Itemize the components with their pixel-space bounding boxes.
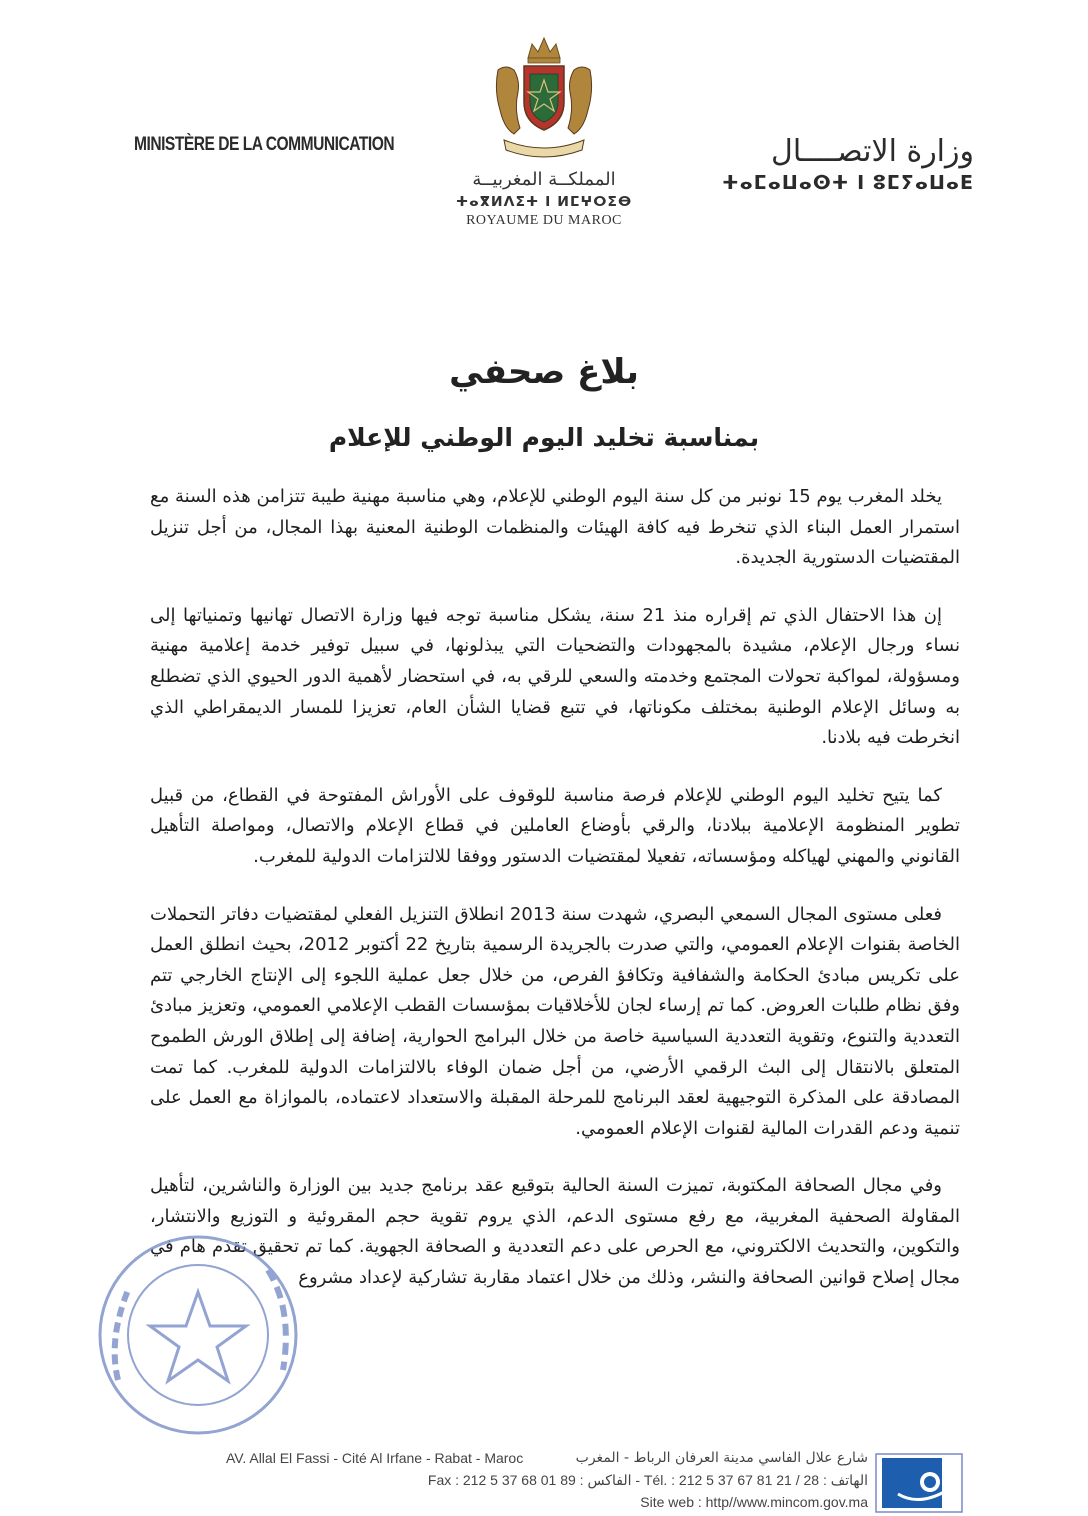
document-title: بلاغ صحفي xyxy=(449,352,639,392)
ministry-name-tifinagh: ⵜⴰⵎⴰⵡⴰⵙⵜ ⵏ ⵓⵎⵢⴰⵡⴰⴹ xyxy=(721,172,974,194)
ministry-name-fr: MINISTÈRE DE LA COMMUNICATION xyxy=(134,134,395,155)
kingdom-name-tifinagh: ⵜⴰⴳⵍⴷⵉⵜ ⵏ ⵍⵎⵖⵔⵉⴱ xyxy=(455,194,633,210)
body-paragraph-5: وفي مجال الصحافة المكتوبة، تميزت السنة الحالية بتوقيع عقد برنامج جديد بين الوزارة والناشرين، لتأهيل المقاولة الصحفية المغربية، مع رفع مستوى الدعم، الذي يروم تقوية حجم المقروئية و التوزيع والانتشار، والتكوين، والتحديث الالكتروني، مع الحرص على دعم التعددية و الصحافة الجهوية. كما تم تحقيق تقدم هام في مجال إصلاح قوانين الصحافة والنشر، وذلك من خلال اعتماد مقاربة تشاركية لإعداد مشروع xyxy=(150,1175,960,1289)
ministry-stamp-icon xyxy=(88,1230,308,1440)
body-paragraph-1: يخلد المغرب يوم 15 نونبر من كل سنة اليوم الوطني للإعلام، وهي مناسبة مهنية طيبة تتزامن هذه السنة مع استمرار العمل البناء الذي تنخرط فيه كافة الهيئات والمنظمات الوطنية المعنية بهذا المجال، من أجل تنزيل المقتضيات الدستورية الجديدة. xyxy=(150,486,960,569)
footer-website: Site web : http//www.mincom.gov.ma xyxy=(640,1494,868,1510)
ministry-logo-icon xyxy=(868,1448,970,1516)
royal-coat-of-arms-icon xyxy=(484,30,604,165)
document-body xyxy=(150,482,960,1294)
body-paragraph-4: فعلى مستوى المجال السمعي البصري، شهدت سنة 2013 انطلاق التنزيل الفعلي لمقتضيات دفاتر التحملات الخاصة بقنوات الإعلام العمومي، والتي صدرت بالجريدة الرسمية بتاريخ 22 أكتوبر 2012، بحيث انطلق العمل على تكريس مبادئ الحكامة والشفافية وتكافؤ الفرص، من خلال جعل عملية اللجوء إلى الإنتاج الخارجي تتم وفق نظام طلبات العروض. كما تم إرساء لجان للأخلاقيات بمؤسسات القطب الإعلامي العمومي، وتعزيز مبادئ التعددية والتنوع، وتقوية التعددية السياسية خاصة من خلال البرامج الحوارية، إضافة إلى إطلاق الورش الطموح المتعلق بالانتقال إلى البث الرقمي الأرضي، من أجل ضمان الوفاء بالالتزامات الدولية للمغرب. كما تمت المصادقة على المذكرة التوجيهية لعقد البرنامج للمرحلة المقبلة والاستعداد لاعتماده، بالموازاة مع العمل على تنمية ودعم القدرات المالية لقنوات الإعلام العمومي. xyxy=(150,903,961,1139)
body-paragraph-2: إن هذا الاحتفال الذي تم إقراره منذ 21 سنة، يشكل مناسبة توجه فيها وزارة الاتصال تهانيها وتمنياتها إلى نساء ورجال الإعلام، مشيدة بالمجهودات والتضحيات التي يبذلونها، في سبيل توفير خدمة إعلامية مهنية ومسؤولة، لمواكبة تحولات المجتمع وخدمته والسعي للرقي به، في استحضار لأهمية الدور الحيوي الذي تضطلع به وسائل الإعلام الوطنية بمختلف مكوناتها، في تتبع قضايا الشأن العام، تعزيزا للمسار الديمقراطي الذي انخرطت فيه بلادنا. xyxy=(150,604,960,749)
kingdom-name-block xyxy=(430,168,658,230)
kingdom-name-ar: المملكــة المغربيــة xyxy=(472,169,616,190)
ministry-name-block xyxy=(722,132,974,194)
footer-address-fr-line: AV. Allal El Fassi - Cité Al Irfane - Rabat - Maroc xyxy=(226,1450,524,1466)
ministry-name-ar: وزارة الاتصــــال xyxy=(771,134,974,169)
body-paragraph-3: كما يتيح تخليد اليوم الوطني للإعلام فرصة مناسبة للوقوف على الأوراش المفتوحة في القطاع، من قبيل تطوير المنظومة الإعلامية ببلادنا، والرقي بأوضاع العاملين في قطاع الإعلام والاتصال، ومواصلة التأهيل القانوني والمهني لهياكله ومؤسساته، تفعيلا لمقتضيات الدستور ووفقا للالتزامات الدولية للمغرب. xyxy=(150,784,960,867)
kingdom-name-fr: ROYAUME DU MAROC xyxy=(466,213,622,228)
footer-phone-fax: Fax : 212 5 37 68 01 89 : الفاكس - Tél. : 212 5 37 67 81 21 / 28 : الهاتف xyxy=(427,1472,868,1488)
footer-address-ar: شارع علال الفاسي مدينة العرفان الرباط - المغرب xyxy=(575,1450,868,1466)
document-subtitle: بمناسبة تخليد اليوم الوطني للإعلام xyxy=(328,423,760,452)
